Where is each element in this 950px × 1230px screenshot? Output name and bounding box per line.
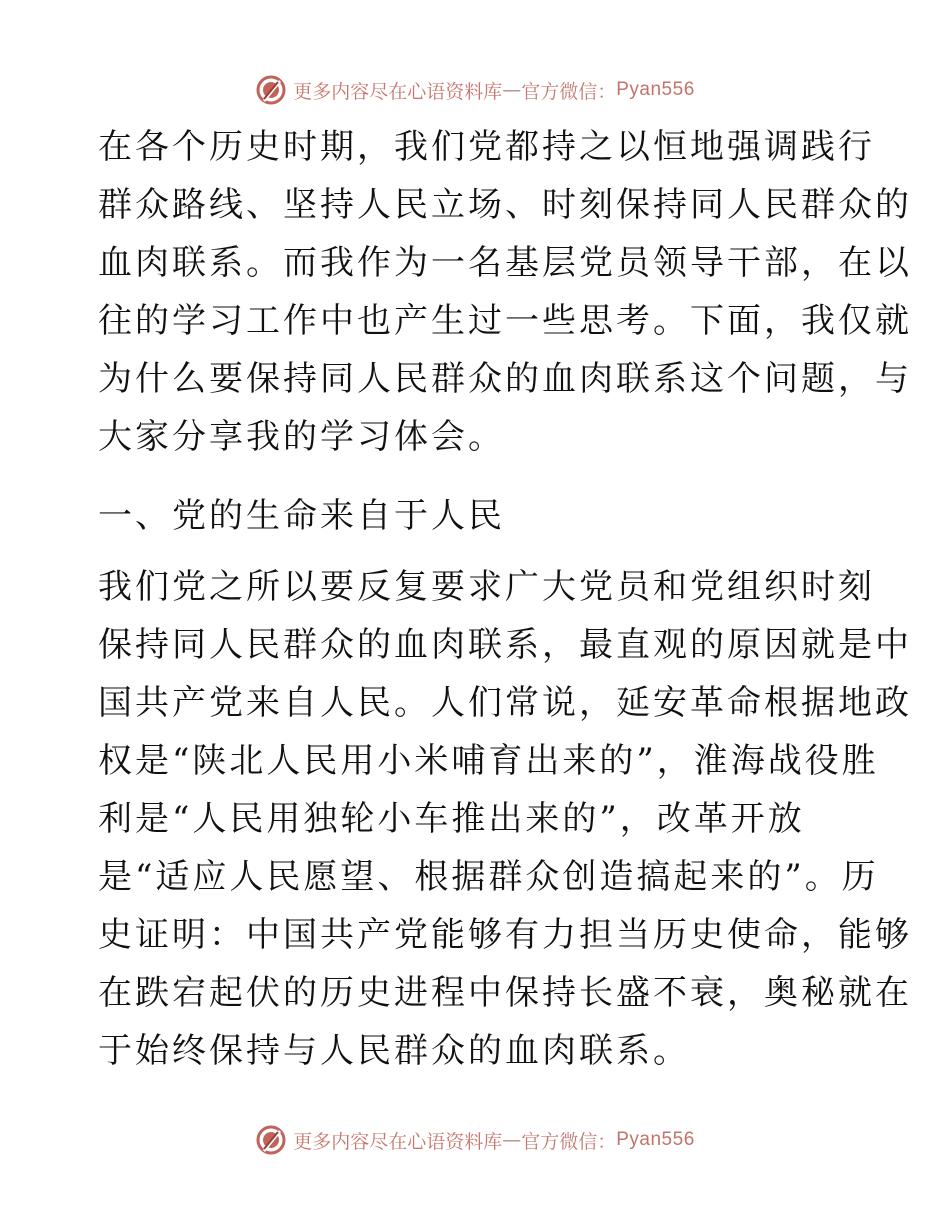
paragraph-intro — [98, 118, 912, 466]
banner-separator: — — [502, 79, 522, 101]
section-heading-text: 一、党的生命来自于人民 — [98, 496, 505, 536]
paragraph-section-one — [98, 558, 912, 1080]
banner-site-text: 更多内容尽在心语资料库 — [293, 80, 503, 103]
banner-wechat-label: 官方微信： — [521, 1130, 617, 1153]
text-line: 在各个历史时期，我们党都持之以恒地强调践行 — [98, 127, 875, 167]
text-line: 权是“陕北人民用小米哺育出来的”，淮海战役胜 — [98, 741, 879, 781]
text-line: 国共产党来自人民。人们常说，延安革命根据地政 — [98, 683, 912, 723]
banner-wechat-label: 官方微信： — [521, 80, 617, 103]
text-line: 是“适应人民愿望、根据群众创造搞起来的”。历 — [98, 857, 879, 897]
text-line: 大家分享我的学习体会。 — [98, 417, 505, 457]
quill-seal-icon — [255, 74, 287, 106]
section-heading — [98, 487, 858, 545]
text-line: 利是“人民用独轮小车推出来的”，改革开放 — [98, 799, 805, 839]
banner-wechat-id: Pyan556 — [616, 1129, 695, 1150]
text-line: 于始终保持与人民群众的血肉联系。 — [98, 1031, 690, 1071]
text-line: 血肉联系。而我作为一名基层党员领导干部，在以 — [98, 243, 912, 283]
quill-seal-icon — [255, 1124, 287, 1156]
text-line: 我们党之所以要反复要求广大党员和党组织时刻 — [98, 567, 875, 607]
text-line: 在跌宕起伏的历史进程中保持长盛不衰，奥秘就在 — [98, 973, 912, 1013]
text-line: 群众路线、坚持人民立场、时刻保持同人民群众的 — [98, 185, 912, 225]
footer-banner — [0, 1120, 950, 1160]
header-banner — [0, 70, 950, 110]
text-line: 为什么要保持同人民群众的血肉联系这个问题，与 — [98, 359, 912, 399]
banner-site-text: 更多内容尽在心语资料库 — [293, 1130, 503, 1153]
text-line: 保持同人民群众的血肉联系，最直观的原因就是中 — [98, 625, 912, 665]
text-line: 史证明：中国共产党能够有力担当历史使命，能够 — [98, 915, 912, 955]
banner-separator: — — [502, 1129, 522, 1151]
banner-wechat-id: Pyan556 — [616, 79, 695, 100]
text-line: 往的学习工作中也产生过一些思考。下面，我仅就 — [98, 301, 912, 341]
